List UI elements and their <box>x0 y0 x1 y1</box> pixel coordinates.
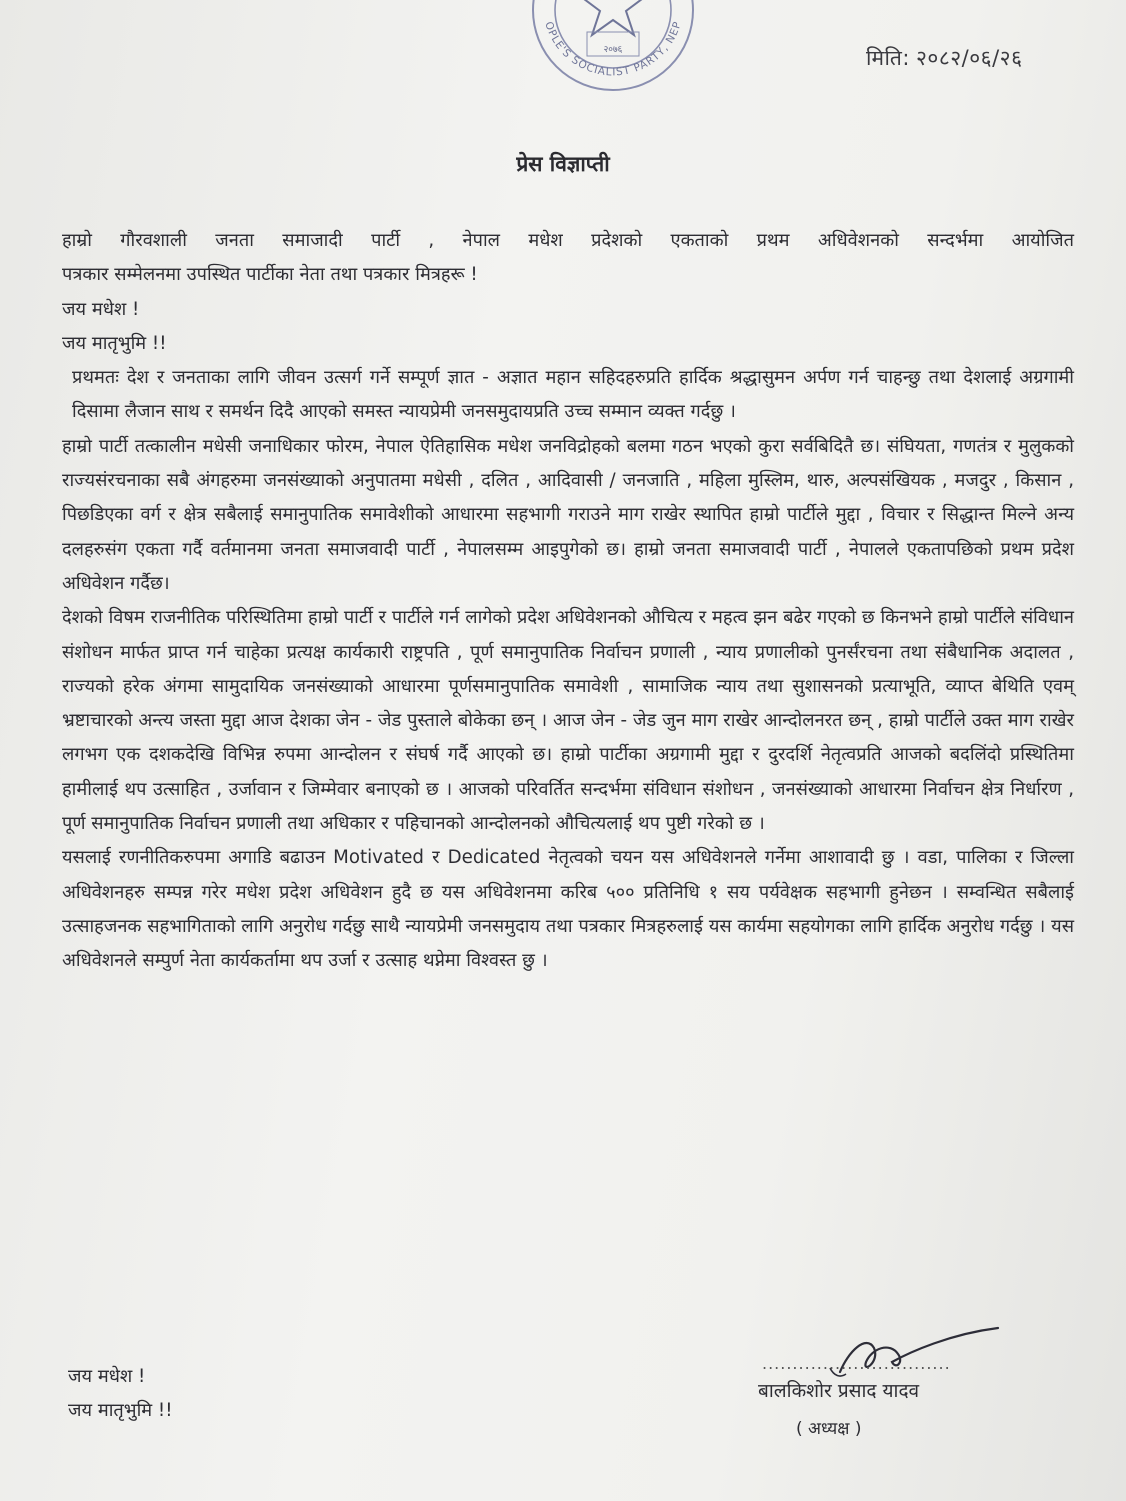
date-value: २०८२/०६/२६ <box>915 46 1023 70</box>
paragraph-convention-details: यसलाई रणनीतिकरुपमा अगाडि बढाउन Motivated र Dedicated नेतृत्वको चयन यस अधिवेशनले गर्नेमा आशावादी छु । वडा, पालिका र जिल्ला अधिवेशनहरु सम्पन्न गरेर मधेश प्रदेश अधिवेशन हुदै छ यस अधिवेशनमा करिब ५०० प्रतिनिधि १ सय पर्यवेक्षक सहभागी हुनेछन । सम्वन्धित सबैलाई उत्साहजनक सहभागिताको लागि अनुरोध गर्दछु साथै न्यायप्रेमी जनसमुदाय तथा पत्रकार मित्रहरुलाई यस कार्यमा सहयोगका लागि हार्दिक अनुरोध गर्दछु । यस अधिवेशनले सम्पुर्ण नेता कार्यकर्तामा थप उर्जा र उत्साह थप्नेमा विश्वस्त छु । <box>62 847 1074 972</box>
seal-party-name: OPLE'S SOCIALIST PARTY, NEP <box>542 20 684 79</box>
paragraph-tribute: प्रथमतः देश र जनताका लागि जीवन उत्सर्ग गर्ने सम्पूर्ण ज्ञात - अज्ञात महान सहिदहरुप्रति हार्दिक श्रद्धासुमन अर्पण गर्न चाहन्छु तथा देशलाई अग्रगामी दिसामा लैजान साथ र समर्थन दिदै आएको समस्त न्यायप्रेमी जनसमुदायप्रति उच्च सम्मान व्यक्त गर्दछु । <box>72 367 1074 423</box>
salutation-line-1: हाम्रो गौरवशाली जनता समाजादी पार्टी , नेपाल मधेश प्रदेशको एकताको प्रथम अधिवेशनको सन्दर्भमा आयोजित <box>62 230 1074 251</box>
closing-slogan: जय मातृभुमि !! <box>68 1400 173 1421</box>
signature-dotted-line: ............................... <box>762 1354 951 1373</box>
paragraph-party-history: हाम्रो पार्टी तत्कालीन मधेसी जनाधिकार फोरम, नेपाल ऐतिहासिक मधेश जनविद्रोहको बलमा गठन भएको कुरा सर्वबिदितै छ। संघियता, गणतंत्र र मुलुकको राज्यसंरचनाका सबै अंगहरुमा जनसंख्याको अनुपातमा मधेसी , दलित , आदिवासी / जनजाति , महिला मुस्लिम, थारु, अल्पसंखियक , मजदुर , किसान , पिछडिएका वर्ग र क्षेत्र सबैलाई समानुपातिक समावेशीको आधारमा सहभागी गराउने माग राखेर स्थापित हाम्रो पार्टीले मुद्दा , विचार र सिद्धान्त मिल्ने अन्य दलहरुसंग एकता गर्दै वर्तमानमा जनता समाजवादी पार्टी , नेपालसम्म आइपुगेको छ। हाम्रो जनता समाजवादी पार्टी , नेपालले एकतापछिको प्रथम प्रदेश अधिवेशन गर्दैछ। <box>62 435 1074 594</box>
salutation-line-2: पत्रकार सम्मेलनमा उपस्थित पार्टीका नेता तथा पत्रकार मित्रहरू ! <box>62 264 478 286</box>
signatory-name: बालकिशोर प्रसाद यादव <box>758 1380 920 1402</box>
signatory-title: ( अध्यक्ष ) <box>796 1419 862 1439</box>
slogan-line-2: जय मातृभुमि !! <box>62 332 167 354</box>
letter-body <box>62 224 1074 979</box>
closing-slogans <box>68 1360 173 1428</box>
svg-text:२०७६: २०७६ <box>603 45 623 55</box>
paragraph-convention-importance: देशको विषम राजनीतिक परिस्थितिमा हाम्रो पार्टी र पार्टीले गर्न लागेको प्रदेश अधिवेशनको औचित्य र महत्व झन बढेर गएको छ किनभने हाम्रो पार्टीले संविधान संशोधन मार्फत प्राप्त गर्न चाहेका प्रत्यक्ष कार्यकारी राष्ट्रपति , पूर्ण समानुपातिक निर्वाचन प्रणाली , न्याय प्रणालीको पुनर्संरचना तथा संबैधानिक अदालत , राज्यको हरेक अंगमा सामुदायिक जनसंख्याको आधारमा पूर्णसमानुपातिक समावेशी , सामाजिक न्याय तथा सुशासनको प्रत्याभूति, व्याप्त बेथिति एवम् भ्रष्टाचारको अन्त्य जस्ता मुद्दा आज देशका जेन - जेड पुस्ताले बोकेका छन् । आज जेन - जेड जुन माग राखेर आन्दोलनरत छन् , हाम्रो पार्टीले उक्त माग राखेर लगभग एक दशकदेखि विभिन्न रुपमा आन्दोलन र संघर्ष गर्दै आएको छ। हाम्रो पार्टीका अग्रगामी मुद्दा र दुरदर्शि नेतृत्वप्रति आजको बदलिंदो प्रस्थितिमा हामीलाई थप उत्साहित , उर्जावान र जिम्मेवार बनाएको छ । आजको परिवर्तित सन्दर्भमा संविधान संशोधन , जनसंख्याको आधारमा निर्वाचन क्षेत्र निर्धारण , पूर्ण समानुपातिक निर्वाचन प्रणाली तथा अधिकार र पहिचानको आन्दोलनको औचित्यलाई थप पुष्टी गरेको छ । <box>62 607 1074 835</box>
handwritten-signature <box>770 1322 1000 1382</box>
document-title: प्रेस विज्ञाप्ती <box>516 152 610 176</box>
svg-text:PEOPLE'S SOCIALIST PARTY, NEPA <box>527 0 684 78</box>
party-seal-stamp <box>527 0 699 112</box>
date-label: मिति: <box>866 46 910 70</box>
signature-block <box>740 1322 1010 1452</box>
slogan-line-1: जय मधेश ! <box>62 298 140 320</box>
closing-slogan: जय मधेश ! <box>68 1366 146 1387</box>
date-line <box>866 44 1023 72</box>
star-icon <box>580 0 646 35</box>
